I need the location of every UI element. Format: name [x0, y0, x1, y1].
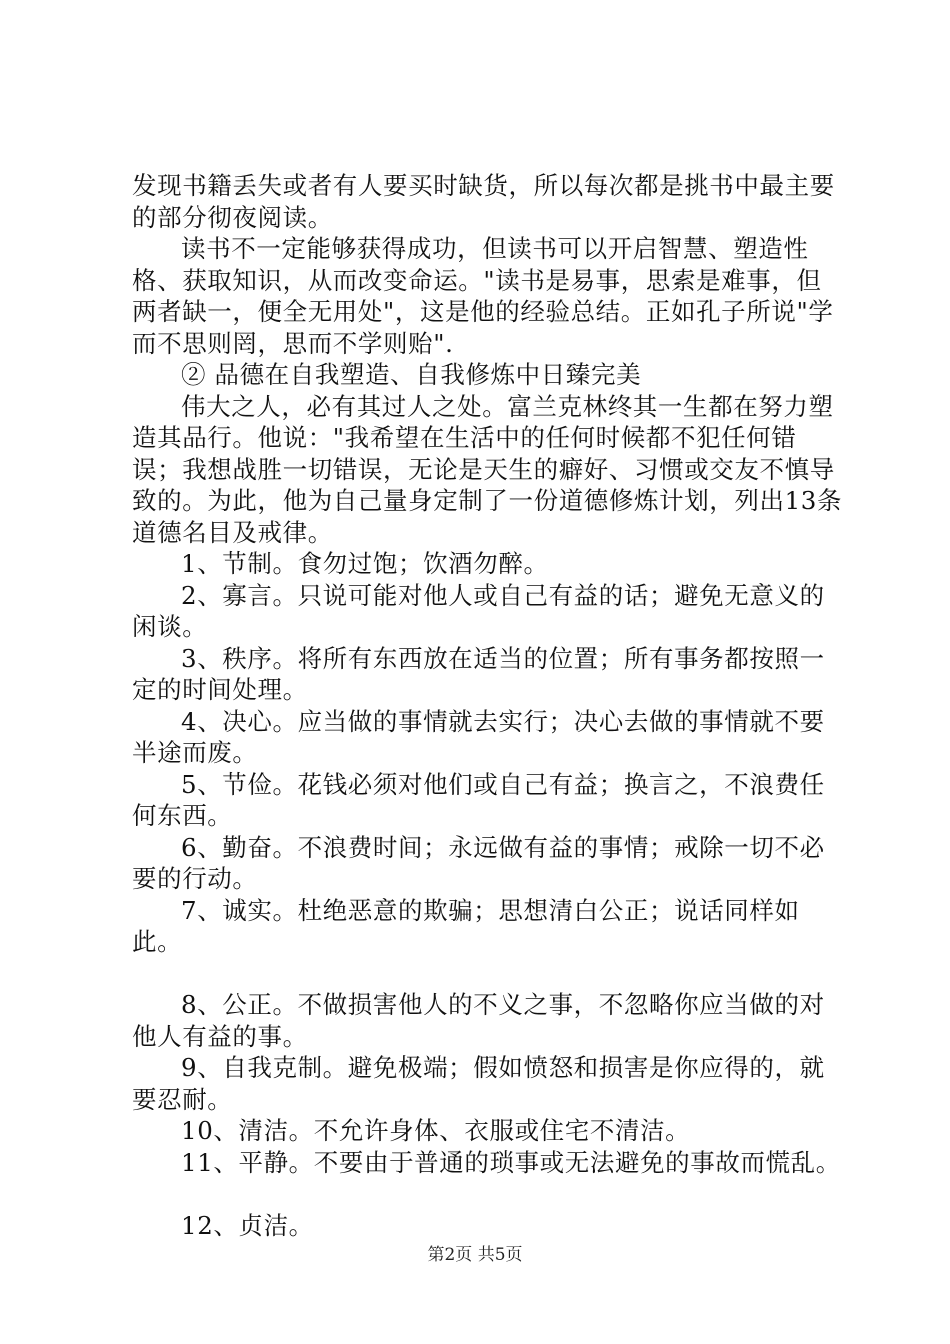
- list-item-cleanliness: 10、清洁。不允许身体、衣服或住宅不清洁。: [181, 1116, 691, 1145]
- list-item-industry: 6、勤奋。不浪费时间；永远做有益的事情；戒除一切不必要的行动。: [132, 832, 825, 893]
- document-body: [132, 170, 844, 1241]
- list-item-order: 3、秩序。将所有东西放在适当的位置；所有事务都按照一定的时间处理。: [132, 643, 825, 704]
- list-item-justice: 8、公正。不做损害他人的不义之事，不忽略你应当做的对他人有益的事。: [132, 990, 825, 1051]
- list-item-sincerity: 7、诚实。杜绝恶意的欺骗；思想清白公正；说话同样如此。: [132, 895, 800, 956]
- list-item-resolution: 4、决心。应当做的事情就去实行；决心去做的事情就不要半途而废。: [132, 706, 825, 767]
- list-item-moderation: 9、自我克制。避免极端；假如愤怒和损害是你应得的，就要忍耐。: [132, 1053, 825, 1114]
- list-item-frugality: 5、节俭。花钱必须对他们或自己有益；换言之，不浪费任何东西。: [132, 769, 825, 830]
- list-item-silence: 2、寡言。只说可能对他人或自己有益的话；避免无意义的闲谈。: [132, 580, 825, 641]
- blank-line: [132, 1178, 844, 1210]
- list-item-temperance: 1、节制。食勿过饱；饮酒勿醉。: [181, 549, 549, 578]
- paragraph-continuation: 发现书籍丢失或者有人要买时缺货，所以每次都是挑书中最主要的部分彻夜阅读。: [132, 171, 835, 232]
- blank-line: [132, 958, 844, 990]
- section-heading-virtue: ② 品德在自我塑造、自我修炼中日臻完美: [181, 360, 642, 389]
- paragraph-reading: 读书不一定能够获得成功，但读书可以开启智慧、塑造性格、获取知识，从而改变命运。"读书是易事，思索是难事，但两者缺一，便全无用处"，这是他的经验总结。正如孔子所说"学而不思则罔，思而不学则贻".: [132, 234, 834, 358]
- list-item-chastity: 12、贞洁。: [181, 1210, 314, 1240]
- list-item-tranquility: 11、平静。不要由于普通的琐事或无法避免的事故而慌乱。: [181, 1147, 841, 1177]
- paragraph-virtue-plan: 伟大之人，必有其过人之处。富兰克林终其一生都在努力塑造其品行。他说："我希望在生活中的任何时候都不犯任何错误；我想战胜一切错误，无论是天生的癖好、习惯或交友不慎导致的。为此，他为自己量身定制了一份道德修炼计划，列出13条道德名目及戒律。: [132, 391, 843, 547]
- page-number-footer: 第2页 共5页: [427, 1245, 523, 1265]
